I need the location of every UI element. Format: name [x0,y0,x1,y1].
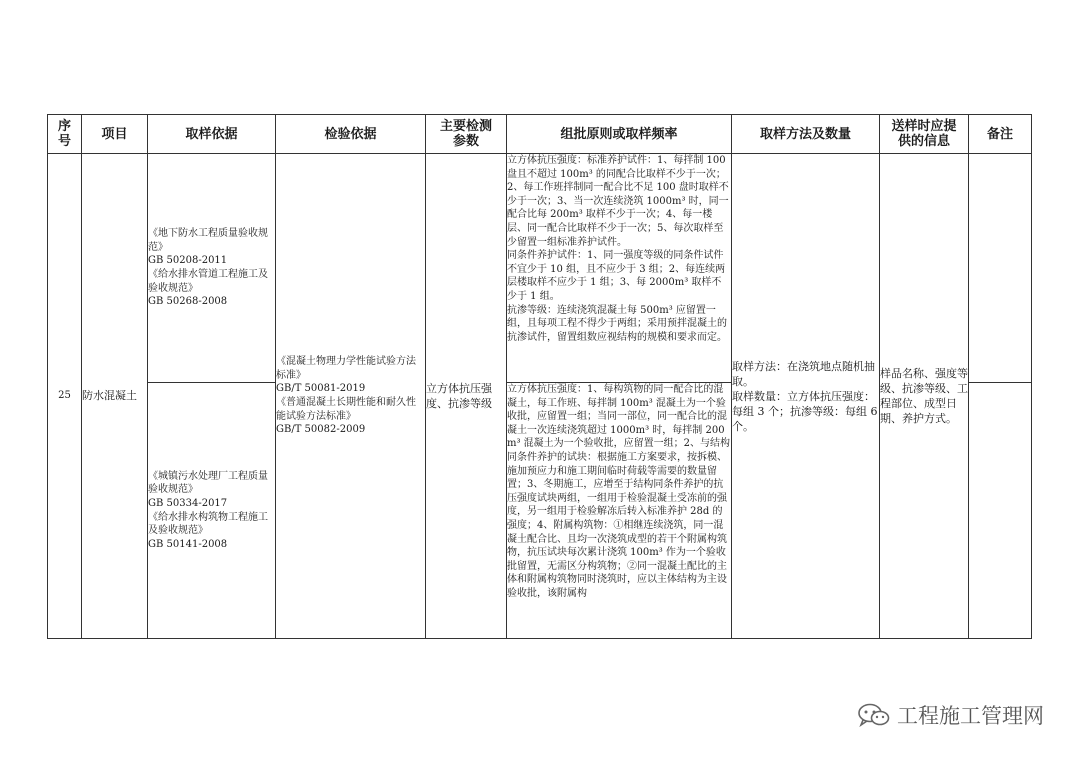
batch-rule-bottom [507,383,732,639]
header-item: 项目 [82,115,148,154]
header-batch-rule: 组批原则或取样频率 [507,115,732,154]
batch-rule-top-text: 立方体抗压强度：标准养护试件：1、每拌制 100 盘且不超过 100m³ 的同配合比取样不少于一次；2、每工作班拌制同一配合比不足 100 盘时取样不少于一次；3、当一次连续浇筑 1000m³ 时，同一配合比每 200m³ 取样不少于一次；4、每一楼层、同一配合比取样不少于一次；5、每次取样至少留置一组标准养护试件。 同条件养护试件：1、同一强度等级的同条件试件不宜少于 10 组，且不应少于 3 组；2、每连续两层楼取样不应少于 1 组；3、每 2000m³ 取样不少于 1 组。 抗渗等级：连续浇筑混凝土每 500m³ 应留置一组，且每项工程不得少于两组；采用预拌混凝土的抗渗试件，留置组数应视结构的规模和要求而定。 [507,155,729,343]
info-on-submit-cell: 样品名称、强度等级、抗渗等级、工程部位、成型日期、养护方式。 [880,154,969,639]
header-main-params: 主要检测参数 [426,115,507,154]
batch-rule-top [507,154,732,383]
remarks-bottom [969,383,1032,639]
sampling-basis-bottom: 《城镇污水处理厂工程质量验收规范》 GB 50334-2017 《给水排水构筑物工程施工及验收规范》 GB 50141-2008 [148,383,276,639]
wechat-icon [857,703,891,727]
main-params-cell: 立方体抗压强度、抗渗等级 [426,154,507,639]
table-row [48,154,1032,383]
inspection-basis-cell: 《混凝土物理力学性能试验方法标准》 GB/T 50081-2019 《普通混凝土长期性能和耐久性能试验方法标准》 GB/T 50082-2009 [276,154,426,639]
header-sampling-method: 取样方法及数量 [732,115,880,154]
sampling-table [47,114,1032,639]
sampling-basis-top: 《地下防水工程质量验收规范》 GB 50208-2011 《给水排水管道工程施工及验收规范》 GB 50268-2008 [148,154,276,383]
item-cell: 防水混凝土 [82,154,148,639]
sampling-method-cell: 取样方法：在浇筑地点随机抽取。 取样数量：立方体抗压强度：每组 3 个；抗渗等级：每组 6 个。 [732,154,880,639]
header-inspection-basis: 检验依据 [276,115,426,154]
remarks-top [969,154,1032,383]
header-remarks: 备注 [969,115,1032,154]
watermark-text: 工程施工管理网 [897,704,1044,728]
header-seq: 序号 [48,115,82,154]
batch-rule-bottom-text: 立方体抗压强度：1、每构筑物的同一配合比的混凝土，每工作班、每拌制 100m³ 混凝土为一个验收批，应留置一组；当同一部位，同一配合比的混凝土一次连续浇筑超过 1000m³ 时，每拌制 200m³ 混凝土为一个验收批，应留置一组；2、与结构同条件养护的试块：根据施工方案要求，按拆模、施加预应力和施工期间临时荷载等需要的数量留置；3、冬期施工，应增至于结构同条件养护的抗压强度试块两组，一组用于检验混凝土受冻前的强度，另一组用于检验解冻后转入标准养护 28d 的强度；4、附属构筑物：①相继连续浇筑，同一混凝土配合比、且均一次浇筑成型的若干个附属构筑物，抗压试块每次累计浇筑 100m³ 作为一个验收批留置，无需区分构筑物；②同一混凝土配比的主体和附属构筑物同时浇筑时，应以主体结构为主设验收批，该附属构 [507,384,731,599]
watermark [857,700,1044,730]
seq-cell: 25 [48,154,82,639]
header-info-on-submit: 送样时应提供的信息 [880,115,969,154]
header-row [48,115,1032,154]
header-sampling-basis: 取样依据 [148,115,276,154]
